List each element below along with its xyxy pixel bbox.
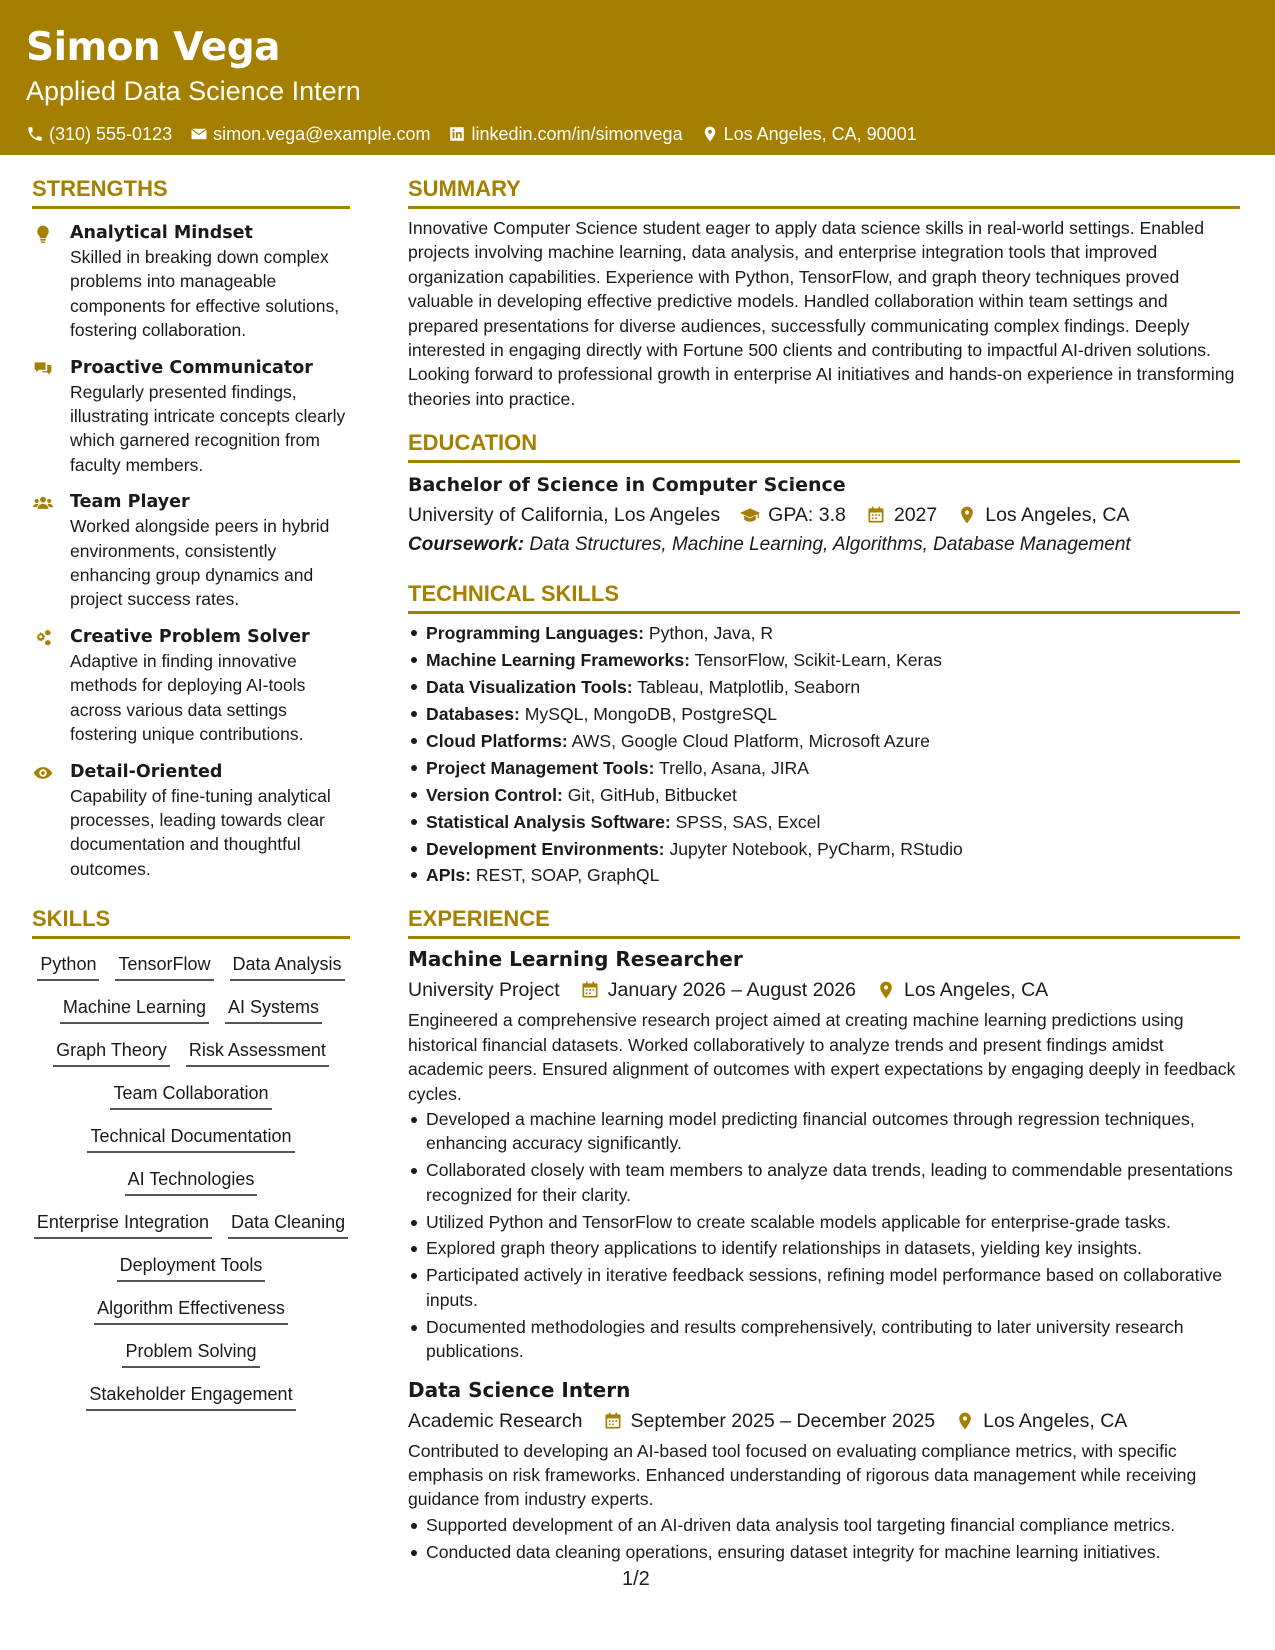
coursework-label: Coursework:: [408, 534, 525, 556]
skill-category: Programming Languages:: [426, 623, 644, 644]
skills-list: [32, 951, 350, 1411]
contact-email[interactable]: [190, 122, 430, 146]
skill-chip: Python: [37, 951, 99, 981]
skill-chip: Technical Documentation: [87, 1123, 294, 1153]
skill-values: MySQL, MongoDB, PostgreSQL: [524, 703, 778, 724]
skill-chip: Risk Assessment: [186, 1037, 329, 1067]
list-item: [408, 674, 1240, 701]
skill-values: REST, SOAP, GraphQL: [475, 865, 660, 886]
strength-desc: Skilled in breaking down complex problems into manageable components for effective solutions, fostering collaboration.: [70, 247, 340, 341]
calendar-icon: [603, 1411, 623, 1431]
email-text[interactable]: simon.vega@example.com: [213, 124, 431, 144]
graduation-year: 2027: [893, 504, 938, 527]
list-item: [408, 862, 1240, 889]
skill-values: AWS, Google Cloud Platform, Microsoft Azure: [571, 730, 930, 751]
calendar-icon: [580, 980, 600, 1000]
skill-category: Databases:: [426, 703, 520, 724]
strength-desc: Adaptive in finding innovative methods for deploying AI-tools across various data settings fostering unique contributions.: [70, 650, 306, 745]
phone-text: (310) 555-0123: [49, 124, 173, 144]
skill-chip: Enterprise Integration: [34, 1209, 212, 1239]
list-item: [408, 755, 1240, 782]
list-item: Conducted data cleaning operations, ensuring dataset integrity for machine learning initiatives.: [408, 1540, 1240, 1564]
candidate-name: Simon Vega: [26, 25, 280, 70]
skill-chip: Graph Theory: [53, 1037, 170, 1067]
education-meta: [408, 500, 1240, 530]
summary-heading: SUMMARY: [408, 175, 1240, 209]
contact-linkedin[interactable]: [448, 122, 682, 146]
list-item: Documented methodologies and results comprehensively, contributing to later university research publications.: [408, 1315, 1240, 1364]
contact-location: [701, 122, 917, 146]
technical-skills-list: [408, 620, 1240, 889]
skill-category: Version Control:: [426, 784, 563, 805]
skill-chip: TensorFlow: [115, 951, 213, 981]
contact-phone: [26, 122, 172, 146]
contact-row: [26, 122, 1249, 146]
list-item: Utilized Python and TensorFlow to create scalable models applicable for enterprise-grade tasks.: [408, 1210, 1240, 1234]
strengths-list: [32, 221, 350, 881]
summary-text: Innovative Computer Science student eager to apply data science skills in real-world settings. Enabled projects involving machine learning, data analysis, and enterprise integration tools that improved organization capabilities. Experience with Python, TensorFlow, and graph theory techniques proved valuable in developing effective predictive models. Handled collaboration within team settings and prepared presentations for diverse audiences, successfully communicating complex findings. Deeply interested in engaging directly with Fortune 500 clients and contributing to impactful AI-driven solutions. Looking forward to professional growth in enterprise AI initiatives and hands-on experience in transforming theories into practice.: [408, 218, 1235, 409]
school-name: University of California, Los Angeles: [408, 504, 721, 527]
skill-chip: Data Analysis: [230, 951, 345, 981]
experience-heading: EXPERIENCE: [408, 905, 1240, 939]
list-item: [408, 836, 1240, 863]
job-dates: January 2026 – August 2026: [607, 979, 857, 1002]
skill-values: Trello, Asana, JIRA: [659, 757, 809, 778]
calendar-icon: [866, 505, 886, 525]
left-column: [32, 175, 350, 1411]
strength-title: Detail-Oriented: [70, 761, 223, 782]
skill-chip: Stakeholder Engagement: [86, 1381, 295, 1411]
strength-title: Team Player: [70, 492, 190, 513]
job-dates: September 2025 – December 2025: [630, 1409, 936, 1432]
skill-values: TensorFlow, Scikit-Learn, Keras: [694, 650, 942, 671]
skill-chip: AI Systems: [225, 994, 322, 1024]
location-text: Los Angeles, CA, 90001: [723, 124, 917, 144]
strength-item: [32, 221, 350, 343]
strength-title: Proactive Communicator: [70, 357, 313, 378]
skill-category: Development Environments:: [426, 838, 665, 859]
eye-icon: [32, 763, 54, 783]
list-item: Collaborated closely with team members to analyze data trends, leading to commendable presentations recognized for their clarity.: [408, 1158, 1240, 1207]
skill-values: SPSS, SAS, Excel: [675, 811, 821, 832]
job-org: University Project: [408, 979, 560, 1002]
graduation-cap-icon: [740, 505, 760, 525]
skill-category: APIs:: [426, 865, 471, 886]
right-column: [408, 175, 1240, 1567]
envelope-icon: [190, 125, 208, 143]
skill-chip: Data Cleaning: [228, 1209, 348, 1239]
job-bullets: [408, 1107, 1240, 1364]
lightbulb-icon: [32, 224, 54, 244]
coursework-list: Data Structures, Machine Learning, Algorithms, Database Management: [529, 534, 1131, 556]
strength-desc: Worked alongside peers in hybrid environments, consistently enhancing group dynamics and project success rates.: [70, 516, 330, 610]
map-marker-icon: [955, 1411, 975, 1431]
education-location: Los Angeles, CA: [985, 504, 1130, 527]
skill-chip: AI Technologies: [125, 1166, 258, 1196]
map-marker-icon: [957, 505, 977, 525]
page-number: 1/2: [622, 1568, 650, 1590]
linkedin-icon: [448, 125, 466, 143]
skill-chip: Problem Solving: [122, 1338, 259, 1368]
phone-icon: [26, 125, 44, 143]
list-item: [408, 809, 1240, 836]
list-item: Supported development of an AI-driven data analysis tool targeting financial compliance metrics.: [408, 1513, 1240, 1537]
cogs-icon: [32, 628, 54, 648]
strengths-heading: STRENGTHS: [32, 175, 350, 209]
skill-category: Cloud Platforms:: [426, 730, 568, 751]
list-item: Explored graph theory applications to identify relationships in datasets, yielding key insights.: [408, 1236, 1240, 1260]
job-title: Machine Learning Researcher: [408, 947, 743, 972]
list-item: [408, 701, 1240, 728]
linkedin-text[interactable]: linkedin.com/in/simonvega: [471, 124, 683, 144]
skill-chip: Deployment Tools: [117, 1252, 266, 1282]
skill-chip: Machine Learning: [60, 994, 209, 1024]
job-location: Los Angeles, CA: [904, 979, 1049, 1002]
job-description: Contributed to developing an AI-based tool focused on evaluating compliance metrics, with specific emphasis on risk frameworks. Enhanced understanding of rigorous data management while receiving guidance from industry experts.: [408, 1440, 1197, 1510]
skill-values: Python, Java, R: [648, 623, 774, 644]
job-meta: [408, 975, 1240, 1005]
strength-title: Analytical Mindset: [70, 223, 253, 243]
strength-item: [32, 760, 350, 882]
gpa-text: GPA: 3.8: [768, 504, 846, 527]
skill-category: Project Management Tools:: [426, 757, 655, 778]
strength-desc: Regularly presented findings, illustrating intricate concepts clearly which garnered recognition from faculty members.: [70, 381, 346, 475]
candidate-role: Applied Data Science Intern: [26, 76, 361, 106]
strength-item: [32, 490, 350, 612]
list-item: Developed a machine learning model predicting financial outcomes through regression techniques, enhancing accuracy significantly.: [408, 1107, 1240, 1156]
skill-values: Git, GitHub, Bitbucket: [567, 784, 737, 805]
skill-chip: Team Collaboration: [110, 1080, 271, 1110]
job-description: Engineered a comprehensive research project aimed at creating machine learning predictions using historical financial datasets. Worked collaboratively to analyze trends and present findings amidst academic peers. Ensured alignment of outcomes with expert expectations by engaging deeply in feedback cycles.: [408, 1010, 1236, 1104]
job-bullets: [408, 1513, 1240, 1564]
job-org: Academic Research: [408, 1409, 583, 1432]
skill-chip: Algorithm Effectiveness: [94, 1295, 288, 1325]
strength-item: [32, 625, 350, 747]
map-marker-icon: [701, 125, 719, 143]
strength-title: Creative Problem Solver: [70, 626, 310, 647]
list-item: [408, 647, 1240, 674]
strength-desc: Capability of fine-tuning analytical processes, leading towards clear documentation and thoughtful outcomes.: [70, 785, 331, 879]
skill-category: Machine Learning Frameworks:: [426, 650, 690, 671]
skill-values: Tableau, Matplotlib, Seaborn: [637, 677, 861, 698]
list-item: [408, 782, 1240, 809]
list-item: Participated actively in iterative feedback sessions, refining model performance based on collaborative inputs.: [408, 1263, 1240, 1312]
coursework-line: [408, 530, 1240, 560]
education-heading: EDUCATION: [408, 429, 1240, 463]
technical-skills-heading: TECHNICAL SKILLS: [408, 580, 1240, 614]
job-title: Data Science Intern: [408, 1377, 631, 1402]
strength-item: [32, 356, 350, 478]
users-icon: [32, 493, 54, 513]
map-marker-icon: [876, 980, 896, 1000]
list-item: [408, 620, 1240, 647]
skills-heading: SKILLS: [32, 905, 350, 939]
comments-icon: [32, 359, 54, 379]
resume-header: [0, 0, 1275, 155]
degree-title: Bachelor of Science in Computer Science: [408, 474, 846, 497]
job-meta: [408, 1406, 1240, 1436]
list-item: [408, 728, 1240, 755]
skill-values: Jupyter Notebook, PyCharm, RStudio: [669, 838, 963, 859]
job-location: Los Angeles, CA: [983, 1409, 1128, 1432]
skill-category: Statistical Analysis Software:: [426, 811, 671, 832]
skill-category: Data Visualization Tools:: [426, 677, 633, 698]
